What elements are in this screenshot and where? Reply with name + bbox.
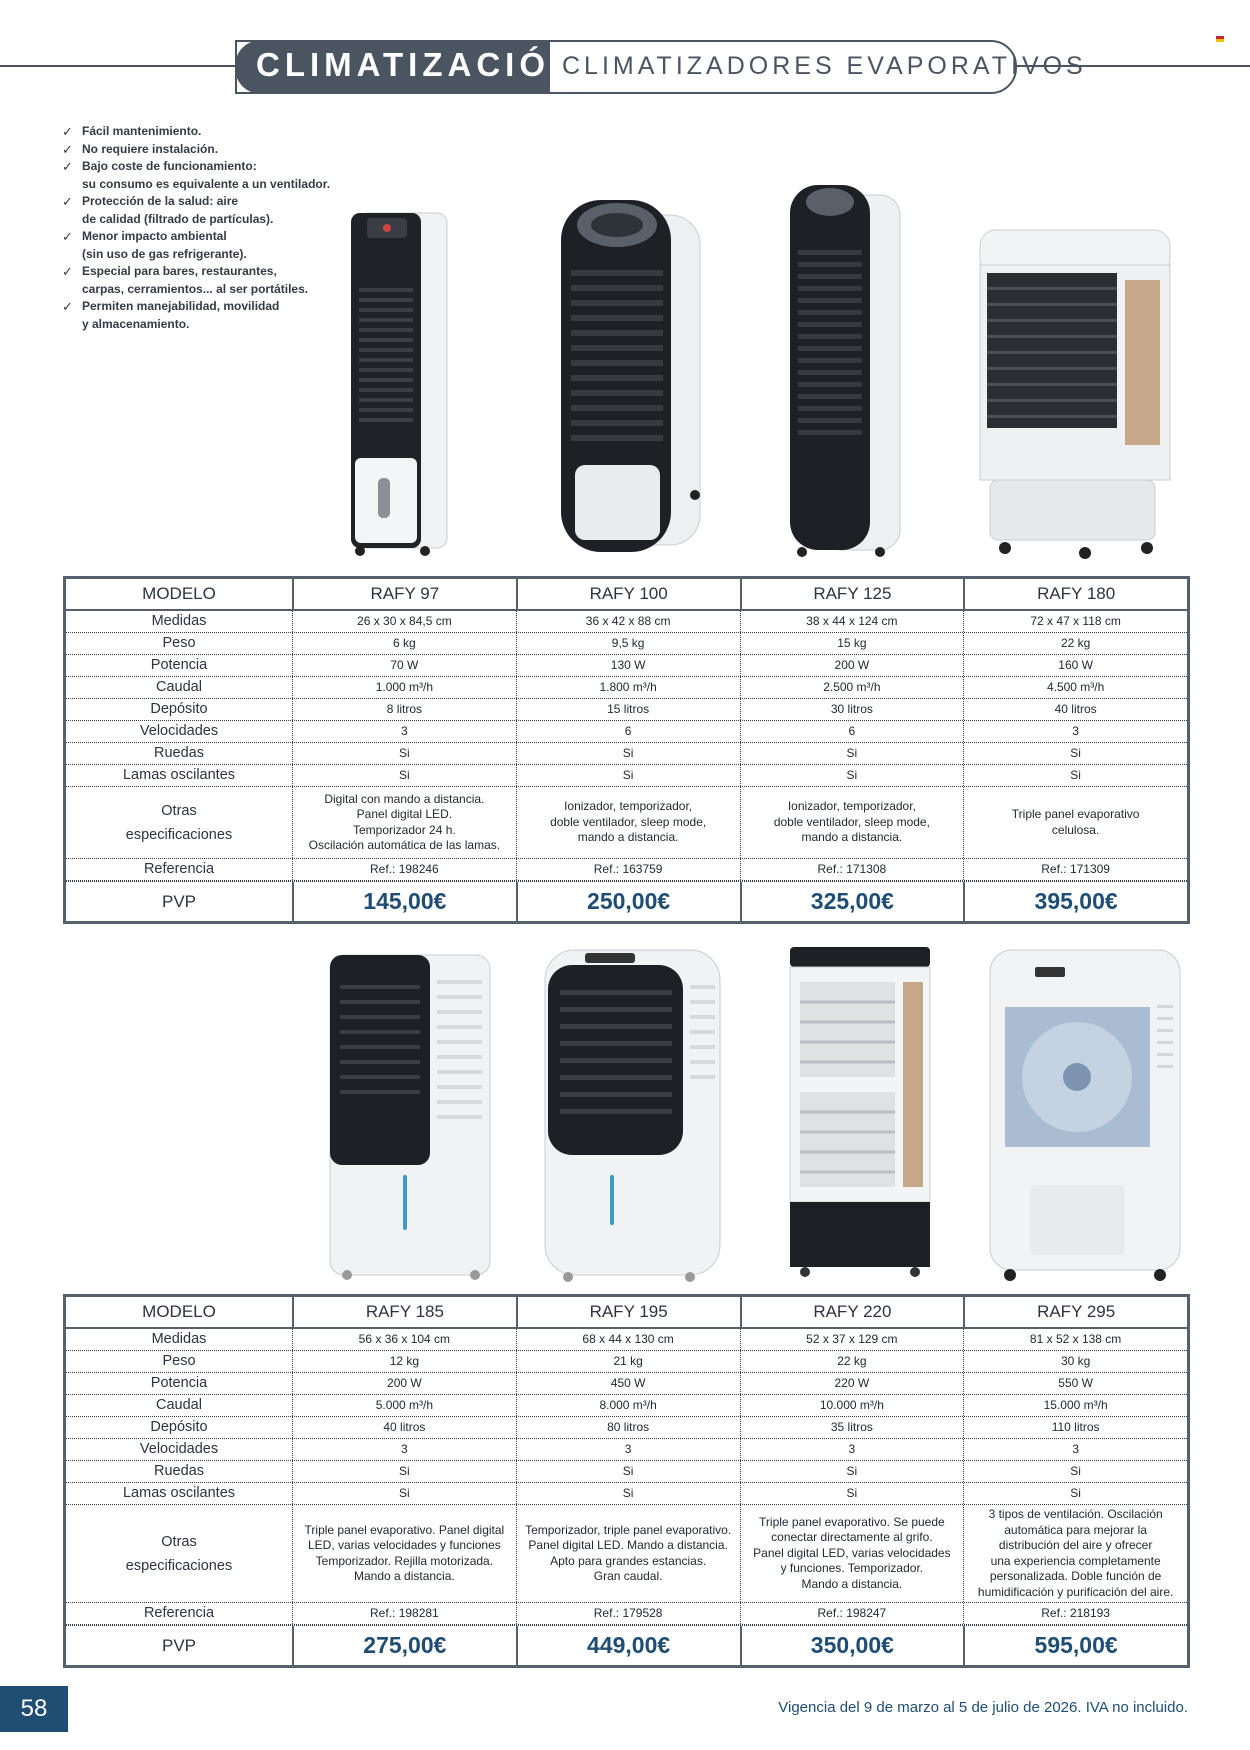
table-cell: Si (740, 743, 964, 764)
table-cell: 450 W (516, 1373, 740, 1394)
price: 145,00€ (292, 882, 516, 921)
row-label: Medidas (151, 612, 207, 629)
row-label (66, 787, 292, 858)
table-cell: Ref.: 171308 (740, 859, 964, 880)
table-cell: Si (740, 765, 964, 786)
table-row (66, 677, 1187, 699)
checkmark-icon: ✓ (62, 229, 73, 244)
model-name: RAFY 220 (740, 1297, 964, 1327)
price: 595,00€ (963, 1626, 1187, 1665)
table-cell: 72 x 47 x 118 cm (963, 611, 1187, 632)
table-cell: Si (516, 1461, 740, 1482)
section-subtitle: CLIMATIZADORES EVAPORATIVOS (562, 52, 1087, 80)
model-name: RAFY 125 (740, 579, 964, 609)
price: 275,00€ (292, 1626, 516, 1665)
table-cell: Triple panel evaporativo. Panel digital LED, varias velocidades y funciones Temporizador. Rejilla motorizada. Mando a distancia. (292, 1505, 516, 1602)
table-cell: 3 tipos de ventilación. Oscilación automática para mejorar la distribución del aire y ofrecer una experiencia completamente personalizada. Doble función de humidificación y purificación del aire. (963, 1505, 1187, 1602)
row-label: Potencia (150, 656, 208, 673)
row-label: MODELO (142, 584, 216, 604)
table-cell: 21 kg (516, 1351, 740, 1372)
price: 350,00€ (740, 1626, 964, 1665)
table-cell: 550 W (963, 1373, 1187, 1394)
price: 250,00€ (516, 882, 740, 921)
row-label-line: Otras (161, 1533, 197, 1550)
row-label: Peso (162, 1352, 196, 1369)
table-cell: Si (516, 1483, 740, 1504)
table-cell: 5.000 m³/h (292, 1395, 516, 1416)
row-label: Caudal (156, 678, 202, 695)
row-label-line: especificaciones (125, 826, 233, 843)
feature-item: ✓ No requiere instalación. (62, 141, 219, 157)
row-label: Referencia (143, 1604, 215, 1621)
table-cell: 6 (740, 721, 964, 742)
table-cell: Si (292, 1461, 516, 1482)
table-cell: 22 kg (963, 633, 1187, 654)
checkmark-icon: ✓ (62, 159, 73, 174)
table-cell: 3 (292, 721, 516, 742)
table-cell: 3 (740, 1439, 964, 1460)
table-cell: Si (516, 743, 740, 764)
row-label (66, 1505, 292, 1602)
table-cell: 6 (516, 721, 740, 742)
table-row (66, 1297, 1187, 1329)
table-cell: 2.500 m³/h (740, 677, 964, 698)
row-label: Peso (162, 634, 196, 651)
model-name: RAFY 295 (963, 1297, 1187, 1327)
checkmark-icon: ✓ (62, 299, 73, 314)
table-cell: Temporizador, triple panel evaporativo. Panel digital LED. Mando a distancia. Apto para grandes estancias. Gran caudal. (516, 1505, 740, 1602)
product-image-rafy-97 (345, 208, 460, 563)
section-title: CLIMATIZACIÓN (256, 46, 579, 83)
table-cell: 8.000 m³/h (516, 1395, 740, 1416)
table-row (66, 1351, 1187, 1373)
table-row (66, 1417, 1187, 1439)
spec-table-1 (63, 576, 1190, 924)
table-cell: Ref.: 171309 (963, 859, 1187, 880)
table-cell: Ionizador, temporizador, doble ventilador, sleep mode, mando a distancia. (740, 787, 964, 858)
model-name: RAFY 100 (516, 579, 740, 609)
model-name: RAFY 97 (292, 579, 516, 609)
product-image-rafy-185 (325, 950, 495, 1285)
table-cell: 36 x 42 x 88 cm (516, 611, 740, 632)
row-label: MODELO (142, 1302, 216, 1322)
table-row (66, 1461, 1187, 1483)
table-row (66, 859, 1187, 881)
table-cell: 110 litros (963, 1417, 1187, 1438)
table-row (66, 1625, 1187, 1665)
row-label: Velocidades (139, 1440, 219, 1457)
table-cell: 4.500 m³/h (963, 677, 1187, 698)
checkmark-icon: ✓ (62, 194, 73, 209)
table-cell: 3 (292, 1439, 516, 1460)
table-cell: 1.000 m³/h (292, 677, 516, 698)
table-row (66, 1603, 1187, 1625)
table-cell: Si (963, 765, 1187, 786)
model-name: RAFY 195 (516, 1297, 740, 1327)
table-row (66, 787, 1187, 859)
table-cell: 160 W (963, 655, 1187, 676)
table-cell: 30 kg (963, 1351, 1187, 1372)
product-image-rafy-100 (555, 195, 710, 560)
table-cell: Ionizador, temporizador, doble ventilador, sleep mode, mando a distancia. (516, 787, 740, 858)
table-cell: 22 kg (740, 1351, 964, 1372)
table-cell: 220 W (740, 1373, 964, 1394)
table-cell: 81 x 52 x 138 cm (963, 1329, 1187, 1350)
table-cell: 30 litros (740, 699, 964, 720)
table-cell: Si (292, 743, 516, 764)
table-cell: 200 W (292, 1373, 516, 1394)
table-cell: 10.000 m³/h (740, 1395, 964, 1416)
table-row (66, 579, 1187, 611)
validity-note: Vigencia del 9 de marzo al 5 de julio de 2026. IVA no incluido. (778, 1699, 1188, 1716)
checkmark-icon: ✓ (62, 264, 73, 279)
table-cell: Triple panel evaporativo celulosa. (963, 787, 1187, 858)
page-number: 58 (0, 1686, 68, 1732)
feature-list (60, 123, 350, 333)
table-cell: Ref.: 163759 (516, 859, 740, 880)
table-cell: Si (740, 1461, 964, 1482)
row-label: Medidas (151, 1330, 207, 1347)
spec-table-2 (63, 1294, 1190, 1668)
table-cell: 80 litros (516, 1417, 740, 1438)
table-cell: 15.000 m³/h (963, 1395, 1187, 1416)
row-label-line: Otras (161, 802, 197, 819)
feature-item: ✓ Permiten manejabilidad, movilidad y almacenamiento. (62, 299, 280, 331)
table-cell: Si (292, 765, 516, 786)
table-cell: 9,5 kg (516, 633, 740, 654)
table-cell: Ref.: 198281 (292, 1603, 516, 1624)
feature-item: ✓ Fácil mantenimiento. (62, 124, 202, 139)
table-row (66, 1483, 1187, 1505)
product-image-rafy-180 (975, 225, 1175, 560)
table-cell: 40 litros (292, 1417, 516, 1438)
table-cell: Si (963, 743, 1187, 764)
row-label: Lamas oscilantes (122, 1484, 236, 1501)
row-label: Ruedas (154, 1462, 204, 1479)
table-cell: Ref.: 198247 (740, 1603, 964, 1624)
table-row (66, 699, 1187, 721)
product-image-rafy-125 (780, 180, 905, 560)
table-cell: 40 litros (963, 699, 1187, 720)
table-cell: 26 x 30 x 84,5 cm (292, 611, 516, 632)
table-cell: 1.800 m³/h (516, 677, 740, 698)
table-row (66, 721, 1187, 743)
table-row (66, 611, 1187, 633)
table-row (66, 1505, 1187, 1603)
feature-item: ✓ Protección de la salud: aire de calidad (filtrado de partículas). (62, 194, 274, 226)
row-label: Ruedas (154, 744, 204, 761)
row-label: Caudal (156, 1396, 202, 1413)
row-label: PVP (161, 1635, 197, 1655)
table-cell: 8 litros (292, 699, 516, 720)
table-cell: 6 kg (292, 633, 516, 654)
row-label: Depósito (150, 700, 208, 717)
row-label: Velocidades (139, 722, 219, 739)
table-cell: 15 kg (740, 633, 964, 654)
table-cell: Si (292, 1483, 516, 1504)
table-cell: 3 (516, 1439, 740, 1460)
table-cell: Triple panel evaporativo. Se puede conectar directamente al grifo. Panel digital LED, varias velocidades y funciones. Temporizador. Mando a distancia. (740, 1505, 964, 1602)
table-cell: Digital con mando a distancia. Panel digital LED. Temporizador 24 h. Oscilación automática de las lamas. (292, 787, 516, 858)
table-row (66, 655, 1187, 677)
table-cell: Si (963, 1461, 1187, 1482)
feature-item: ✓ Especial para bares, restaurantes, carpas, cerramientos... al ser portátiles. (62, 264, 309, 296)
table-row (66, 1395, 1187, 1417)
table-cell: Ref.: 179528 (516, 1603, 740, 1624)
table-cell: Si (740, 1483, 964, 1504)
model-name: RAFY 180 (963, 579, 1187, 609)
table-row (66, 1373, 1187, 1395)
table-row (66, 765, 1187, 787)
row-label-line: especificaciones (125, 1557, 233, 1574)
table-cell: 200 W (740, 655, 964, 676)
table-cell: 3 (963, 1439, 1187, 1460)
table-cell: 70 W (292, 655, 516, 676)
table-cell: Si (516, 765, 740, 786)
price: 325,00€ (740, 882, 964, 921)
row-label: Lamas oscilantes (122, 766, 236, 783)
flag-icon (1216, 36, 1224, 42)
table-cell: 56 x 36 x 104 cm (292, 1329, 516, 1350)
checkmark-icon: ✓ (62, 141, 73, 157)
table-row (66, 743, 1187, 765)
table-cell: Ref.: 218193 (963, 1603, 1187, 1624)
model-name: RAFY 185 (292, 1297, 516, 1327)
product-image-rafy-220 (785, 942, 935, 1282)
checkmark-icon: ✓ (62, 124, 73, 139)
feature-item: ✓ Bajo coste de funcionamiento: su consumo es equivalente a un ventilador. (62, 159, 331, 191)
row-label: Referencia (143, 860, 215, 877)
table-cell: 68 x 44 x 130 cm (516, 1329, 740, 1350)
product-image-rafy-195 (540, 945, 725, 1285)
row-label: Depósito (150, 1418, 208, 1435)
table-cell: Ref.: 198246 (292, 859, 516, 880)
price: 449,00€ (516, 1626, 740, 1665)
product-image-rafy-295 (985, 945, 1185, 1285)
table-cell: 130 W (516, 655, 740, 676)
table-cell: 15 litros (516, 699, 740, 720)
table-cell: 35 litros (740, 1417, 964, 1438)
table-row (66, 881, 1187, 921)
table-row (66, 1329, 1187, 1351)
table-cell: 52 x 37 x 129 cm (740, 1329, 964, 1350)
table-cell: Si (963, 1483, 1187, 1504)
table-cell: 3 (963, 721, 1187, 742)
table-cell: 12 kg (292, 1351, 516, 1372)
table-row (66, 1439, 1187, 1461)
price: 395,00€ (963, 882, 1187, 921)
table-row (66, 633, 1187, 655)
table-cell: 38 x 44 x 124 cm (740, 611, 964, 632)
row-label: PVP (161, 891, 197, 911)
feature-item: ✓ Menor impacto ambiental (sin uso de gas refrigerante). (62, 229, 247, 261)
row-label: Potencia (150, 1374, 208, 1391)
